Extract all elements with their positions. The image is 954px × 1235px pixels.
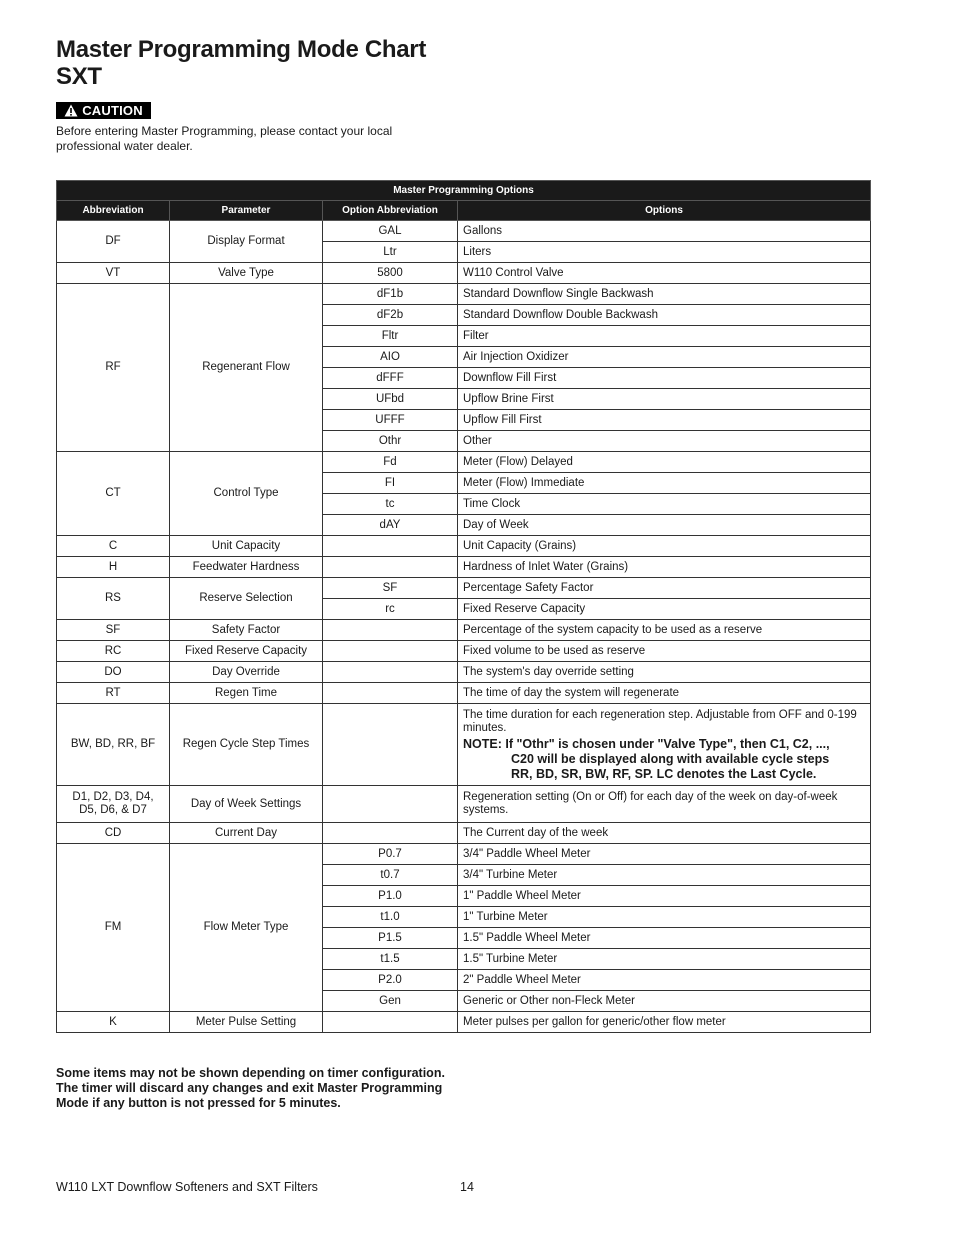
- parameter-cell: Fixed Reserve Capacity: [170, 641, 323, 662]
- option-code-cell: Ltr: [323, 242, 458, 263]
- option-code-cell: FI: [323, 473, 458, 494]
- option-code-cell: dF2b: [323, 305, 458, 326]
- footnote: Some items may not be shown depending on timer configuration. The timer will discard any changes and exit Master Programming Mode if any button is not pressed for 5 minutes.: [56, 1066, 445, 1110]
- parameter-cell: Day of Week Settings: [170, 786, 323, 823]
- option-description-cell: [458, 949, 871, 970]
- option-description: The system's day override setting: [463, 665, 634, 678]
- table-row: [57, 620, 871, 641]
- option-description-cell: [458, 410, 871, 431]
- option-description-cell: [458, 326, 871, 347]
- option-description: Upflow Fill First: [463, 413, 542, 426]
- option-description-cell: [458, 284, 871, 305]
- option-description: The Current day of the week: [463, 826, 609, 839]
- parameter-cell: Regen Time: [170, 683, 323, 704]
- option-description-cell: [458, 865, 871, 886]
- option-code-cell: rc: [323, 599, 458, 620]
- option-code-cell: UFbd: [323, 389, 458, 410]
- table-row: [57, 1012, 871, 1033]
- table-row: [57, 662, 871, 683]
- option-description: Fixed volume to be used as reserve: [463, 644, 646, 657]
- option-description: Filter: [463, 329, 489, 342]
- option-code-cell: t1.5: [323, 949, 458, 970]
- option-description: Regeneration setting (On or Off) for each day of the week on day-of-week systems.: [463, 791, 838, 816]
- option-description-cell: [458, 907, 871, 928]
- master-programming-table: [56, 180, 871, 1033]
- table-row: [57, 557, 871, 578]
- option-description-cell: [458, 536, 871, 557]
- option-description-cell: [458, 557, 871, 578]
- option-description: 1.5" Turbine Meter: [463, 952, 558, 965]
- option-description: Downflow Fill First: [463, 371, 557, 384]
- table-row: [57, 452, 871, 473]
- option-description: Meter (Flow) Delayed: [463, 455, 573, 468]
- abbreviation-cell: RT: [57, 683, 170, 704]
- footer-doc-title: W110 LXT Downflow Softeners and SXT Filters: [56, 1180, 318, 1194]
- table-row: [57, 263, 871, 284]
- parameter-cell: Display Format: [170, 221, 323, 263]
- abbreviation-cell: K: [57, 1012, 170, 1033]
- column-header: Option Abbreviation: [323, 201, 458, 221]
- warning-triangle-icon: [64, 104, 78, 117]
- option-description-cell: [458, 886, 871, 907]
- abbreviation-cell: RF: [57, 284, 170, 452]
- option-code-cell: dF1b: [323, 284, 458, 305]
- option-code-cell: P0.7: [323, 844, 458, 865]
- option-code-cell: GAL: [323, 221, 458, 242]
- option-code-cell: [323, 536, 458, 557]
- option-description: Meter (Flow) Immediate: [463, 476, 585, 489]
- option-description-cell: [458, 1012, 871, 1033]
- note-line-3: RR, BD, SR, BW, RF, SP. LC denotes the Last Cycle.: [511, 767, 817, 781]
- option-description-cell: [458, 494, 871, 515]
- option-description-cell: [458, 431, 871, 452]
- option-description: 1" Paddle Wheel Meter: [463, 889, 581, 902]
- page-title: [56, 36, 656, 90]
- table-row: [57, 536, 871, 557]
- option-code-cell: tc: [323, 494, 458, 515]
- table-row: [57, 683, 871, 704]
- parameter-cell: Current Day: [170, 823, 323, 844]
- option-description: Liters: [463, 245, 492, 258]
- table-row: [57, 844, 871, 865]
- option-code-cell: UFFF: [323, 410, 458, 431]
- caution-label: CAUTION: [82, 103, 143, 118]
- abbreviation-cell: CT: [57, 452, 170, 536]
- parameter-cell: Flow Meter Type: [170, 844, 323, 1012]
- option-description: 3/4" Paddle Wheel Meter: [463, 847, 591, 860]
- option-description-cell: [458, 844, 871, 865]
- option-code-cell: [323, 683, 458, 704]
- option-description-cell: [458, 704, 871, 786]
- option-description: Time Clock: [463, 497, 521, 510]
- option-description-cell: [458, 578, 871, 599]
- option-description-cell: [458, 305, 871, 326]
- option-description-cell: [458, 641, 871, 662]
- page-number: 14: [460, 1180, 474, 1194]
- parameter-cell: Regen Cycle Step Times: [170, 704, 323, 786]
- option-description: 1" Turbine Meter: [463, 910, 548, 923]
- table-row: [57, 641, 871, 662]
- option-description: Generic or Other non-Fleck Meter: [463, 994, 635, 1007]
- option-description-cell: [458, 515, 871, 536]
- option-code-cell: t1.0: [323, 907, 458, 928]
- option-description: W110 Control Valve: [463, 266, 564, 279]
- option-description: Gallons: [463, 224, 502, 237]
- table-row: [57, 578, 871, 599]
- table-row: [57, 704, 871, 786]
- option-code-cell: dAY: [323, 515, 458, 536]
- abbreviation-cell: CD: [57, 823, 170, 844]
- option-code-cell: [323, 1012, 458, 1033]
- option-description: Percentage Safety Factor: [463, 581, 594, 594]
- option-code-cell: AIO: [323, 347, 458, 368]
- table-caption: Master Programming Options: [57, 181, 871, 201]
- option-description: Standard Downflow Double Backwash: [463, 308, 658, 321]
- option-description-cell: [458, 368, 871, 389]
- option-description: Day of Week: [463, 518, 529, 531]
- note-line-1: NOTE: If "Othr" is chosen under "Valve Type", then C1, C2, ...,: [463, 737, 830, 751]
- column-header: Options: [458, 201, 871, 221]
- option-description: Air Injection Oxidizer: [463, 350, 569, 363]
- abbreviation-cell: RC: [57, 641, 170, 662]
- option-description: Meter pulses per gallon for generic/other flow meter: [463, 1015, 726, 1028]
- option-description: Hardness of Inlet Water (Grains): [463, 560, 629, 573]
- caution-badge: [56, 102, 151, 119]
- option-code-cell: [323, 557, 458, 578]
- parameter-cell: Valve Type: [170, 263, 323, 284]
- abbreviation-cell: DF: [57, 221, 170, 263]
- abbreviation-cell: DO: [57, 662, 170, 683]
- table-row: [57, 284, 871, 305]
- table-row: [57, 221, 871, 242]
- option-description: The time of day the system will regenerate: [463, 686, 680, 699]
- option-code-cell: [323, 662, 458, 683]
- option-code-cell: [323, 620, 458, 641]
- option-description: Unit Capacity (Grains): [463, 539, 577, 552]
- option-description: Upflow Brine First: [463, 392, 554, 405]
- page-title-line1: Master Programming Mode Chart: [56, 36, 427, 63]
- parameter-cell: Meter Pulse Setting: [170, 1012, 323, 1033]
- abbreviation-cell: D1, D2, D3, D4, D5, D6, & D7: [57, 786, 170, 823]
- option-description-cell: [458, 221, 871, 242]
- option-description-cell: [458, 242, 871, 263]
- option-description: Standard Downflow Single Backwash: [463, 287, 654, 300]
- option-code-cell: Fd: [323, 452, 458, 473]
- column-header: Abbreviation: [57, 201, 170, 221]
- option-code-cell: Othr: [323, 431, 458, 452]
- option-code-cell: [323, 786, 458, 823]
- abbreviation-cell: C: [57, 536, 170, 557]
- option-description-cell: [458, 347, 871, 368]
- option-description: Fixed Reserve Capacity: [463, 602, 586, 615]
- option-code-cell: [323, 641, 458, 662]
- option-description-cell: [458, 786, 871, 823]
- option-description-cell: [458, 970, 871, 991]
- parameter-cell: Feedwater Hardness: [170, 557, 323, 578]
- option-description: 1.5" Paddle Wheel Meter: [463, 931, 591, 944]
- parameter-cell: Day Override: [170, 662, 323, 683]
- parameter-cell: Regenerant Flow: [170, 284, 323, 452]
- option-description-cell: [458, 473, 871, 494]
- option-code-cell: Fltr: [323, 326, 458, 347]
- option-description: Other: [463, 434, 492, 447]
- table-row: [57, 786, 871, 823]
- parameter-cell: Safety Factor: [170, 620, 323, 641]
- parameter-cell: Reserve Selection: [170, 578, 323, 620]
- option-description-cell: [458, 599, 871, 620]
- option-description: The time duration for each regeneration step. Adjustable from OFF and 0-199 minutes.: [463, 709, 857, 734]
- option-description: 2" Paddle Wheel Meter: [463, 973, 581, 986]
- option-code-cell: dFFF: [323, 368, 458, 389]
- option-description-cell: [458, 823, 871, 844]
- option-description: Percentage of the system capacity to be used as a reserve: [463, 623, 763, 636]
- abbreviation-cell: FM: [57, 844, 170, 1012]
- abbreviation-cell: VT: [57, 263, 170, 284]
- option-code-cell: SF: [323, 578, 458, 599]
- option-description-cell: [458, 452, 871, 473]
- option-description-cell: [458, 991, 871, 1012]
- option-description-cell: [458, 683, 871, 704]
- caution-text: Before entering Master Programming, please contact your local professional water dealer.: [56, 124, 393, 153]
- option-description-cell: [458, 263, 871, 284]
- abbreviation-cell: RS: [57, 578, 170, 620]
- option-description-cell: [458, 928, 871, 949]
- table-row: [57, 823, 871, 844]
- option-code-cell: P2.0: [323, 970, 458, 991]
- parameter-cell: Control Type: [170, 452, 323, 536]
- abbreviation-cell: H: [57, 557, 170, 578]
- option-code-cell: t0.7: [323, 865, 458, 886]
- option-description-cell: [458, 662, 871, 683]
- option-description-cell: [458, 389, 871, 410]
- abbreviation-cell: BW, BD, RR, BF: [57, 704, 170, 786]
- option-description: 3/4" Turbine Meter: [463, 868, 558, 881]
- option-code-cell: 5800: [323, 263, 458, 284]
- option-code-cell: Gen: [323, 991, 458, 1012]
- option-code-cell: P1.5: [323, 928, 458, 949]
- parameter-cell: Unit Capacity: [170, 536, 323, 557]
- column-header: Parameter: [170, 201, 323, 221]
- option-description-cell: [458, 620, 871, 641]
- note-line-2: C20 will be displayed along with available cycle steps: [511, 752, 830, 766]
- abbreviation-cell: SF: [57, 620, 170, 641]
- option-code-cell: [323, 823, 458, 844]
- option-code-cell: P1.0: [323, 886, 458, 907]
- option-code-cell: [323, 704, 458, 786]
- page-title-line2: SXT: [56, 63, 102, 90]
